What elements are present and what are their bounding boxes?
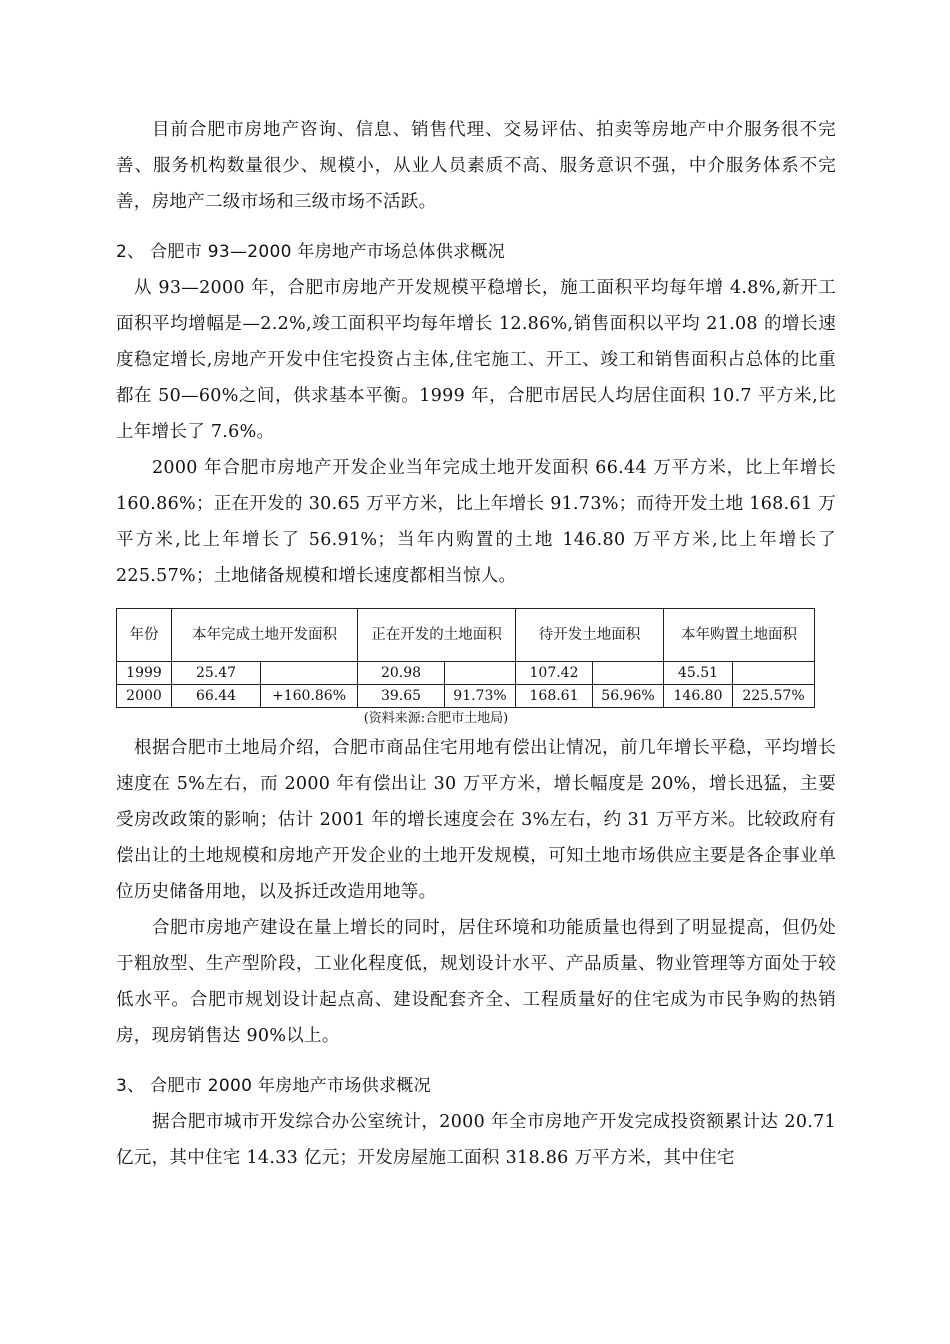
- table-cell: 2000: [117, 685, 172, 708]
- table-cell: 1999: [117, 662, 172, 685]
- section-2-paragraph-4: 合肥市房地产建设在量上增长的同时，居住环境和功能质量也得到了明显提高，但仍处于粗放型、生产型阶段，工业化程度低，规划设计水平、产品质量、物业管理等方面处于较低水平。合肥市规划设计起点高、建设配套齐全、工程质量好的住宅成为市民争购的热销房，现房销售达 90%以上。: [116, 918, 836, 1046]
- table-cell: 91.73%: [445, 685, 516, 708]
- table-cell: 39.65: [358, 685, 445, 708]
- section-3-heading: 3、 合肥市 2000 年房地产市场供求概况: [116, 1076, 431, 1096]
- land-development-table: [116, 608, 815, 708]
- table-cell: 107.42: [516, 662, 593, 685]
- header-pending-area: 待开发土地面积: [516, 609, 664, 662]
- section-2-paragraph-2: 2000 年合肥市房地产开发企业当年完成土地开发面积 66.44 万平方米，比上年增长 160.86%；正在开发的 30.65 万平方米，比上年增长 91.73%；而待开发土地 168.61 万平方米,比上年增长了 56.91%；当年内购置的土地 146.80 万平方米,比上年增长了 225.57%；土地储备规模和增长速度都相当惊人。: [116, 458, 836, 586]
- table-cell: [445, 662, 516, 685]
- table-source-note: (资料来源:合肥市土地局): [363, 711, 509, 726]
- table-cell: 225.57%: [733, 685, 815, 708]
- table-cell: 45.51: [664, 662, 733, 685]
- table-cell: [733, 662, 815, 685]
- header-completed-area: 本年完成土地开发面积: [172, 609, 358, 662]
- table-row: [117, 662, 815, 685]
- table-cell: 56.96%: [593, 685, 664, 708]
- table-cell: 146.80: [664, 685, 733, 708]
- document-page: [116, 112, 836, 1176]
- table-cell: 25.47: [172, 662, 261, 685]
- table-cell: 66.44: [172, 685, 261, 708]
- header-year: 年份: [117, 609, 172, 662]
- table-cell: 20.98: [358, 662, 445, 685]
- table-row: [117, 685, 815, 708]
- table-cell: [261, 662, 358, 685]
- section-3-paragraph-1: 据合肥市城市开发综合办公室统计，2000 年全市房地产开发完成投资额累计达 20.71 亿元，其中住宅 14.33 亿元；开发房屋施工面积 318.86 万平方米，其中住宅: [116, 1112, 836, 1168]
- table-cell: [593, 662, 664, 685]
- header-purchased-area: 本年购置土地面积: [664, 609, 815, 662]
- section-2-paragraph-1: 从 93—2000 年，合肥市房地产开发规模平稳增长，施工面积平均每年增 4.8%,新开工面积平均增幅是—2.2%,竣工面积平均每年增长 12.86%,销售面积以平均 21.08 的增长速度稳定增长,房地产开发中住宅投资占主体,住宅施工、开工、竣工和销售面积占总体的比重都在 50—60%之间，供求基本平衡。1999 年，合肥市居民人均居住面积 10.7 平方米,比上年增长了 7.6%。: [116, 278, 836, 442]
- table-header-row: [117, 609, 815, 662]
- header-developing-area: 正在开发的土地面积: [358, 609, 516, 662]
- table-cell: 168.61: [516, 685, 593, 708]
- table-cell: +160.86%: [261, 685, 358, 708]
- intro-paragraph: 目前合肥市房地产咨询、信息、销售代理、交易评估、拍卖等房地产中介服务很不完善、服务机构数量很少、规模小，从业人员素质不高、服务意识不强，中介服务体系不完善，房地产二级市场和三级市场不活跃。: [116, 120, 836, 212]
- section-2-heading: 2、 合肥市 93—2000 年房地产市场总体供求概况: [116, 242, 506, 262]
- section-2-paragraph-3: 根据合肥市土地局介绍，合肥市商品住宅用地有偿出让情况，前几年增长平稳，平均增长速度在 5%左右，而 2000 年有偿出让 30 万平方米，增长幅度是 20%，增长迅猛，主要受房改政策的影响；估计 2001 年的增长速度会在 3%左右，约 31 万平方米。比较政府有偿出让的土地规模和房地产开发企业的土地开发规模，可知土地市场供应主要是各企事业单位历史储备用地，以及拆迁改造用地等。: [116, 738, 836, 902]
